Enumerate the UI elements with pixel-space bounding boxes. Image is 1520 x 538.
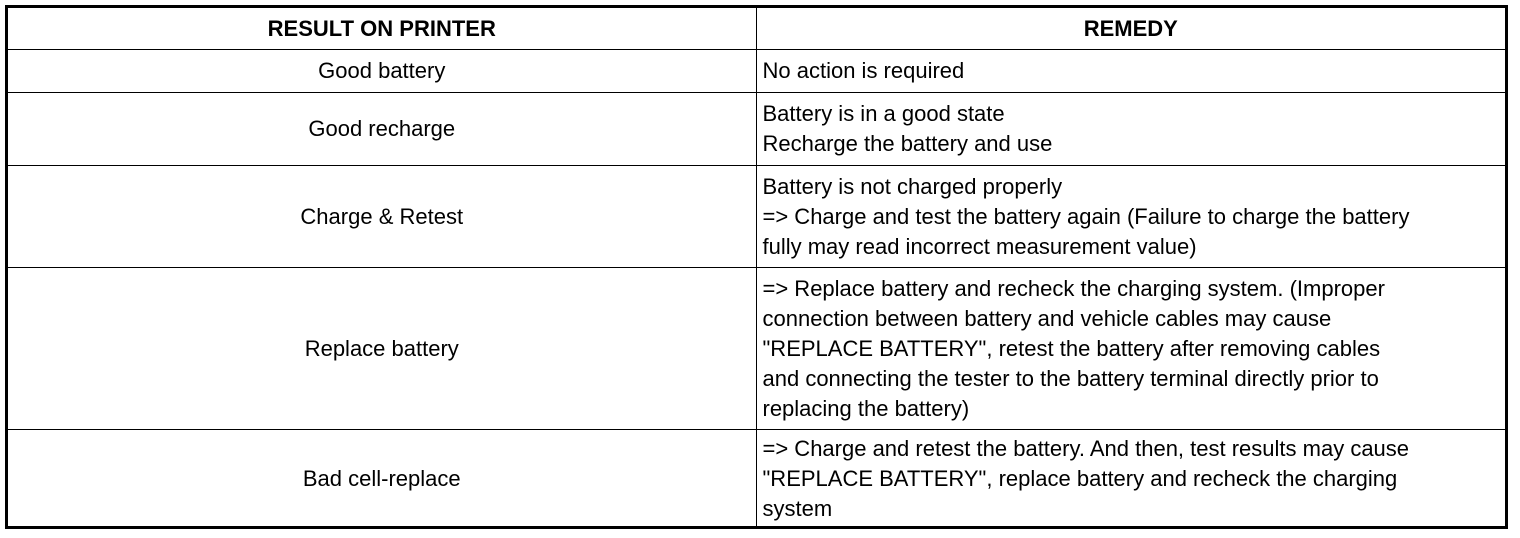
remedy-cell — [756, 166, 1505, 268]
header-result-on-printer: RESULT ON PRINTER — [8, 8, 756, 50]
table-row — [8, 430, 1505, 529]
remedy-line: replacing the battery) — [762, 395, 970, 421]
result-cell: Bad cell-replace — [8, 430, 756, 529]
remedy-line: and connecting the tester to the battery terminal directly prior to — [762, 365, 1379, 391]
remedy-line: No action is required — [762, 58, 965, 83]
result-cell: Charge & Retest — [8, 166, 756, 268]
remedy-line: fully may read incorrect measurement value) — [762, 233, 1197, 259]
table-row — [8, 166, 1505, 268]
remedy-line: => Charge and test the battery again (Failure to charge the battery — [762, 203, 1410, 229]
remedy-line: => Replace battery and recheck the charging system. (Improper — [762, 275, 1385, 301]
remedy-cell — [756, 430, 1505, 529]
header-row — [8, 8, 1505, 50]
result-cell: Replace battery — [8, 268, 756, 430]
remedy-cell — [756, 268, 1505, 430]
remedy-line: Battery is in a good state — [762, 101, 1005, 126]
table-row — [8, 93, 1505, 166]
result-cell: Good battery — [8, 50, 756, 93]
remedy-line: Battery is not charged properly — [762, 173, 1063, 199]
table-row — [8, 50, 1505, 93]
table-row — [8, 268, 1505, 430]
remedy-line: system — [762, 496, 833, 522]
result-remedy-table — [8, 8, 1505, 529]
remedy-line: "REPLACE BATTERY", replace battery and recheck the charging — [762, 466, 1398, 492]
remedy-cell — [756, 50, 1505, 93]
remedy-line: connection between battery and vehicle cables may cause — [762, 305, 1332, 331]
battery-test-table — [5, 5, 1508, 529]
remedy-line: Recharge the battery and use — [762, 131, 1053, 156]
remedy-line: => Charge and retest the battery. And then, test results may cause — [762, 436, 1410, 462]
result-cell: Good recharge — [8, 93, 756, 166]
header-remedy: REMEDY — [756, 8, 1505, 50]
remedy-line: "REPLACE BATTERY", retest the battery after removing cables — [762, 335, 1381, 361]
remedy-cell — [756, 93, 1505, 166]
